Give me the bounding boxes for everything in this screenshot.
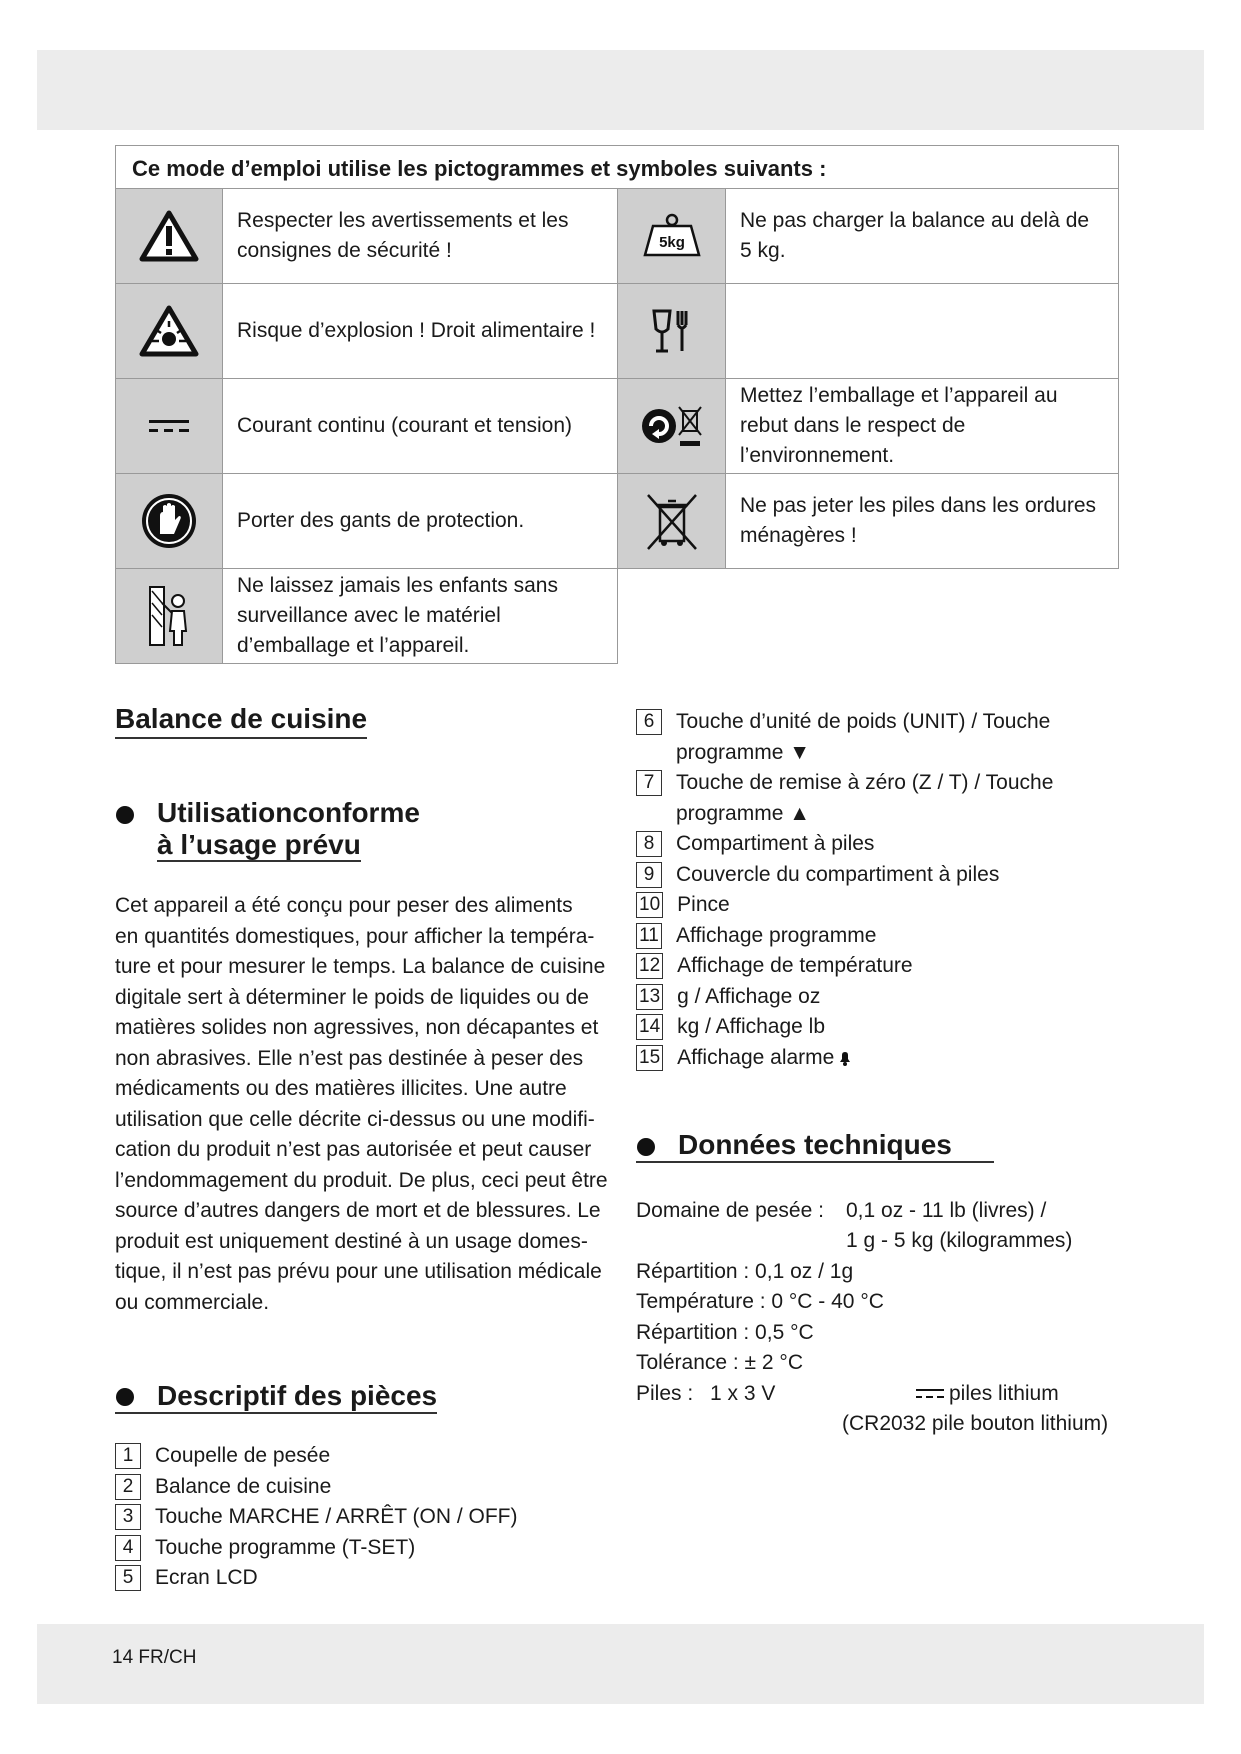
heading-line: Utilisationconforme: [157, 797, 420, 828]
parts-list-item: [115, 1472, 518, 1503]
tech-value-range-2: 1 g - 5 kg (kilogrammes): [846, 1229, 1073, 1252]
bullet-icon: [116, 806, 134, 824]
parts-list-right: [636, 707, 1053, 1073]
item-label: Compartiment à piles: [676, 832, 875, 855]
symbol-row: [115, 474, 1119, 569]
item-label: Touche de remise à zéro (Z / T) / Touche: [676, 771, 1054, 794]
item-number-box: 14: [636, 1014, 663, 1040]
parts-list-item: [636, 707, 1053, 738]
section-heading-tech: Données techniques: [636, 1129, 994, 1163]
symbol-row: [115, 379, 1119, 474]
paragraph-line: utilisation que celle décrite ci-dessus ou une modifi-: [115, 1107, 595, 1131]
section-heading-parts: Descriptif des pièces: [115, 1380, 437, 1414]
symbol-text: Porter des gants de protection.: [223, 474, 618, 569]
tech-value-range-1: 0,1 oz - 11 lb (livres) /: [846, 1199, 1047, 1222]
paragraph-line: ou commerciale.: [115, 1290, 270, 1314]
tech-piles-model: (CR2032 pile bouton lithium): [842, 1412, 1109, 1435]
item-number-box: 13: [636, 984, 663, 1010]
item-label: Balance de cuisine: [155, 1474, 332, 1498]
item-number-box: 3: [115, 1504, 141, 1530]
item-label: Affichage alarme: [677, 1045, 835, 1069]
item-number-box: 11: [636, 923, 662, 949]
paragraph-line: l’endommagement du produit. De plus, ceci peut être: [115, 1168, 608, 1192]
symbol-text: Respecter les avertissements et les consignes de sécurité !: [223, 189, 618, 284]
item-label: Affichage programme: [676, 923, 877, 947]
parts-list-item: [636, 829, 1053, 860]
item-label-continued: programme ▲: [676, 801, 810, 825]
piles-type-text: piles lithium: [949, 1382, 1059, 1405]
symbol-row: [115, 284, 1119, 379]
tech-piles-type: [915, 1379, 1059, 1410]
symbol-text: Ne laissez jamais les enfants sans surveillance avec le matériel d’emballage et l’appareil.: [223, 569, 618, 664]
item-label-continued: programme ▼: [676, 740, 810, 764]
paragraph-line: médicaments ou des matières illicites. Une autre: [115, 1077, 567, 1100]
symbol-row: [115, 189, 1119, 284]
explosion-icon: [115, 284, 223, 379]
direct-current-icon: [115, 379, 223, 474]
paragraph-line: non abrasives. Elle n’est pas destinée à peser des: [115, 1046, 584, 1070]
heading-line: à l’usage prévu: [157, 829, 361, 860]
parts-list-item: [636, 860, 1053, 891]
food-safe-icon: [618, 284, 726, 379]
paragraph-line: en quantités domestiques, pour afficher la tempéra-: [115, 924, 595, 948]
parts-list-item: [636, 982, 1053, 1013]
item-label: Touche d’unité de poids (UNIT) / Touche: [676, 710, 1051, 733]
item-label: kg / Affichage lb: [677, 1015, 826, 1038]
tech-label-range: Domaine de pesée :: [636, 1199, 824, 1222]
symbols-table: [115, 145, 1119, 664]
warning-icon: [115, 189, 223, 284]
item-number-box: 15: [636, 1045, 663, 1071]
item-number-box: 2: [115, 1474, 141, 1500]
symbol-text: Risque d’explosion ! Droit alimentaire !: [223, 284, 618, 379]
tech-repartition-temp: Répartition : 0,5 °C: [636, 1321, 814, 1344]
item-number-box: 12: [636, 953, 663, 979]
paragraph-line: cation du produit n’est pas autorisée et peut causer: [115, 1138, 592, 1161]
direct-current-icon: [915, 1387, 945, 1401]
item-number-box: 8: [636, 831, 662, 857]
item-label: Touche MARCHE / ARRÊT (ON / OFF): [155, 1505, 518, 1528]
parts-list-item: [636, 768, 1053, 799]
parts-list-item: [636, 1012, 1053, 1043]
item-number-box: 5: [115, 1565, 141, 1591]
item-label: Pince: [677, 893, 730, 916]
tech-piles-label: Piles :: [636, 1382, 694, 1405]
section-heading-intended-use: [157, 797, 420, 861]
item-label: Touche programme (T-SET): [155, 1535, 416, 1559]
parts-list-item: [636, 921, 1053, 952]
tech-temperature: Température : 0 °C - 40 °C: [636, 1290, 884, 1313]
symbol-text: Courant continu (courant et tension): [223, 379, 618, 474]
symbol-text: [726, 284, 1119, 379]
page-title: Balance de cuisine: [115, 703, 367, 739]
tech-tolerance: Tolérance : ± 2 °C: [636, 1351, 803, 1374]
parts-list-item: [115, 1563, 518, 1594]
symbol-text: Ne pas jeter les piles dans les ordures ménagères !: [726, 474, 1119, 569]
item-label: Couvercle du compartiment à piles: [676, 862, 1000, 886]
paragraph-line: source d’autres dangers de mort et de blessures. Le: [115, 1199, 601, 1222]
paragraph-line: tique, il n’est pas prévu pour une utilisation médicale: [115, 1260, 602, 1283]
tech-repartition-weight: Répartition : 0,1 oz / 1g: [636, 1260, 854, 1283]
alarm-bell-icon: [834, 1043, 854, 1073]
svg-text:5kg: 5kg: [658, 234, 685, 251]
item-label: g / Affichage oz: [677, 984, 821, 1008]
parts-list-item: [115, 1533, 518, 1564]
parts-list-item: [636, 1043, 1053, 1074]
child-supervision-icon: [115, 569, 223, 664]
page-number: 14 FR/CH: [112, 1647, 197, 1668]
paragraph-line: matières solides non agressives, non décapantes et: [115, 1016, 599, 1039]
symbols-heading: Ce mode d’emploi utilise les pictogrammes et symboles suivants :: [115, 145, 1119, 189]
item-number-box: 10: [636, 892, 663, 918]
item-number-box: 9: [636, 862, 662, 888]
item-number-box: 4: [115, 1535, 141, 1561]
parts-list-item: [115, 1441, 518, 1472]
header-band: [37, 50, 1204, 130]
parts-list-item: [636, 951, 1053, 982]
symbol-row: [115, 569, 1119, 664]
parts-list-left: [115, 1441, 518, 1594]
intended-use-paragraph: [115, 891, 610, 1318]
no-battery-trash-icon: [618, 474, 726, 569]
parts-list-item: [636, 890, 1053, 921]
empty-cell: [618, 569, 1119, 664]
symbol-text: Mettez l’emballage et l’appareil au rebut dans le respect de l’environnement.: [726, 379, 1119, 474]
tech-piles-qty: 1 x 3 V: [710, 1382, 776, 1405]
symbol-text: Ne pas charger la balance au delà de 5 kg.: [726, 189, 1119, 284]
item-label: Ecran LCD: [155, 1566, 258, 1589]
paragraph-line: digitale sert à déterminer le poids de liquides ou de: [115, 985, 589, 1009]
item-label: Affichage de température: [677, 954, 913, 977]
item-number-box: 7: [636, 770, 662, 796]
footer-band: [37, 1624, 1204, 1704]
weight-5kg-icon: [618, 189, 726, 284]
recycle-disposal-icon: [618, 379, 726, 474]
paragraph-line: Cet appareil a été conçu pour peser des aliments: [115, 894, 573, 917]
paragraph-line: produit est uniquement destiné à un usage domes-: [115, 1229, 588, 1253]
item-label: Coupelle de pesée: [155, 1444, 331, 1467]
item-number-box: 6: [636, 709, 662, 735]
protective-gloves-icon: [115, 474, 223, 569]
item-number-box: 1: [115, 1443, 141, 1469]
paragraph-line: ture et pour mesurer le temps. La balance de cuisine: [115, 955, 606, 978]
parts-list-item: [115, 1502, 518, 1533]
